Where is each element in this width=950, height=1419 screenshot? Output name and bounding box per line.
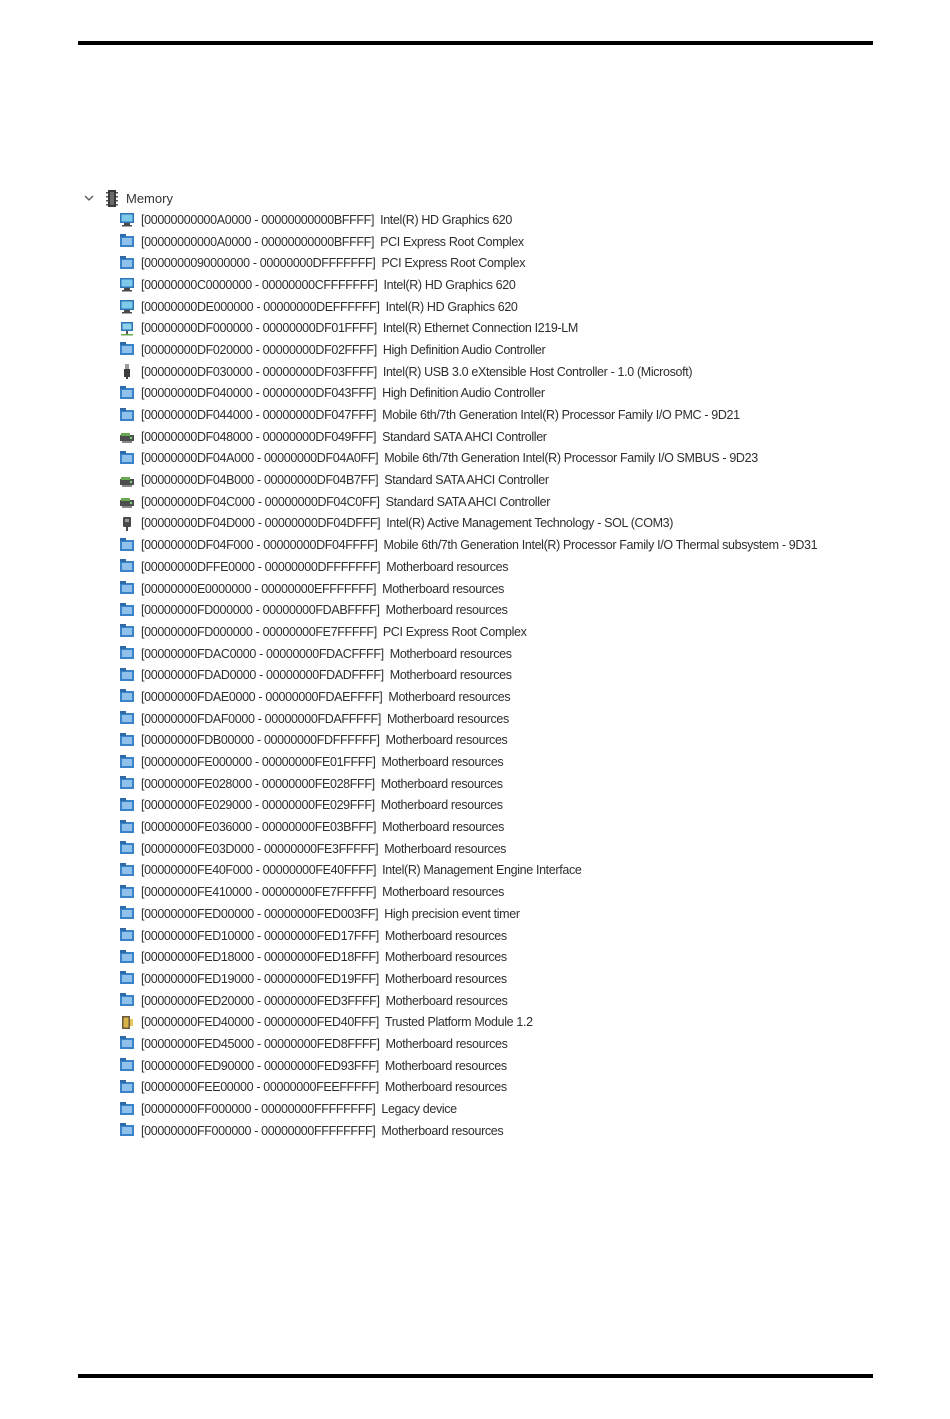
resource-row[interactable] (78, 1011, 858, 1033)
resource-row[interactable] (78, 296, 858, 318)
address-range: [00000000000A0000 - 00000000000BFFFF] (141, 212, 375, 227)
resource-row[interactable] (78, 252, 858, 274)
memory-resource-list (78, 209, 858, 1142)
address-range: [00000000DE000000 - 00000000DEFFFFFF] (141, 299, 380, 314)
resource-row[interactable] (78, 317, 858, 339)
system-device-icon (119, 386, 135, 401)
resource-row[interactable] (78, 860, 858, 882)
system-device-icon (119, 624, 135, 639)
device-name: Intel(R) HD Graphics 620 (380, 212, 513, 227)
resource-row[interactable] (78, 513, 858, 535)
device-tree (78, 187, 858, 1142)
device-name: High Definition Audio Controller (382, 342, 546, 357)
storage-controller-icon (119, 473, 135, 488)
address-range: [00000000FD000000 - 00000000FE7FFFFF] (141, 624, 377, 639)
system-device-icon (119, 603, 135, 618)
device-name: Mobile 6th/7th Generation Intel(R) Processor Family I/O SMBUS - 9D23 (384, 451, 758, 466)
address-range: [00000000FE03D000 - 00000000FE3FFFFF] (141, 841, 379, 856)
resource-row[interactable] (78, 838, 858, 860)
resource-row[interactable] (78, 946, 858, 968)
device-name: High precision event timer (384, 906, 520, 921)
address-range: [00000000FD000000 - 00000000FDABFFFF] (141, 603, 380, 618)
device-name: Motherboard resources (381, 1123, 504, 1138)
address-range: [00000000FEE00000 - 00000000FEEFFFFF] (141, 1080, 379, 1095)
device-name: Motherboard resources (388, 689, 511, 704)
device-name: Motherboard resources (384, 928, 507, 943)
security-device-icon (119, 1015, 135, 1030)
system-device-icon (119, 581, 135, 596)
device-name: Motherboard resources (385, 603, 508, 618)
device-name: Motherboard resources (382, 885, 505, 900)
device-name: Motherboard resources (382, 581, 505, 596)
address-range: [00000000FED45000 - 00000000FED8FFFF] (141, 1036, 380, 1051)
device-name: Motherboard resources (384, 950, 507, 965)
address-range: [00000000FED40000 - 00000000FED40FFF] (141, 1015, 379, 1030)
system-device-icon (119, 971, 135, 986)
device-name: PCI Express Root Complex (381, 256, 526, 271)
system-device-icon (119, 1036, 135, 1051)
display-adapter-icon (119, 299, 135, 314)
resource-row[interactable] (78, 339, 858, 361)
usb-controller-icon (119, 364, 135, 379)
device-name: Standard SATA AHCI Controller (384, 473, 549, 488)
system-device-icon (119, 863, 135, 878)
resource-row[interactable] (78, 578, 858, 600)
address-range: [00000000DF04C000 - 00000000DF04C0FF] (141, 494, 380, 509)
resource-row[interactable] (78, 1055, 858, 1077)
device-name: Legacy device (381, 1102, 457, 1117)
resource-row[interactable] (78, 1077, 858, 1099)
system-device-icon (119, 538, 135, 553)
resource-row[interactable] (78, 773, 858, 795)
device-name: Motherboard resources (389, 668, 512, 683)
resource-row[interactable] (78, 556, 858, 578)
device-name: Motherboard resources (384, 1058, 507, 1073)
network-adapter-icon (119, 321, 135, 336)
resource-row[interactable] (78, 686, 858, 708)
address-range: [00000000FE029000 - 00000000FE029FFF] (141, 798, 375, 813)
system-device-icon (119, 342, 135, 357)
device-name: Mobile 6th/7th Generation Intel(R) Processor Family I/O Thermal subsystem - 9D31 (383, 538, 818, 553)
device-name: Intel(R) HD Graphics 620 (383, 277, 516, 292)
address-range: [00000000C0000000 - 00000000CFFFFFFF] (141, 277, 378, 292)
system-device-icon (119, 820, 135, 835)
resource-row[interactable] (78, 925, 858, 947)
device-name: Motherboard resources (380, 798, 503, 813)
system-device-icon (119, 1123, 135, 1138)
resource-row[interactable] (78, 469, 858, 491)
device-name: Intel(R) Ethernet Connection I219-LM (382, 321, 578, 336)
resource-row[interactable] (78, 448, 858, 470)
address-range: [00000000DF04D000 - 00000000DF04DFFF] (141, 516, 381, 531)
system-device-icon (119, 950, 135, 965)
device-name: Standard SATA AHCI Controller (385, 494, 551, 509)
device-name: Intel(R) Active Management Technology - SOL (COM3) (386, 516, 674, 531)
address-range: [00000000DF04B000 - 00000000DF04B7FF] (141, 473, 379, 488)
storage-controller-icon (119, 429, 135, 444)
address-range: [00000000FED90000 - 00000000FED93FFF] (141, 1058, 379, 1073)
device-name: Motherboard resources (389, 646, 512, 661)
resource-row[interactable] (78, 621, 858, 643)
device-name: Motherboard resources (384, 841, 507, 856)
device-name: Intel(R) USB 3.0 eXtensible Host Controller - 1.0 (Microsoft) (382, 364, 693, 379)
resource-row[interactable] (78, 664, 858, 686)
address-range: [00000000DF040000 - 00000000DF043FFF] (141, 386, 377, 401)
address-range: [00000000FED20000 - 00000000FED3FFFF] (141, 993, 380, 1008)
device-name: Motherboard resources (386, 559, 509, 574)
display-adapter-icon (119, 277, 135, 292)
memory-chip-icon (106, 190, 118, 207)
resource-row[interactable] (78, 426, 858, 448)
storage-controller-icon (119, 494, 135, 509)
resource-row[interactable] (78, 903, 858, 925)
resource-row[interactable] (78, 751, 858, 773)
device-name: Mobile 6th/7th Generation Intel(R) Processor Family I/O PMC - 9D21 (382, 408, 740, 423)
system-device-icon (119, 776, 135, 791)
system-device-icon (119, 256, 135, 271)
address-range: [00000000FED00000 - 00000000FED003FF] (141, 906, 379, 921)
resource-row[interactable] (78, 404, 858, 426)
system-device-icon (119, 1102, 135, 1117)
device-name: Motherboard resources (385, 1036, 508, 1051)
resource-row[interactable] (78, 231, 858, 253)
resource-row[interactable] (78, 881, 858, 903)
device-name: Motherboard resources (380, 776, 503, 791)
resource-row[interactable] (78, 795, 858, 817)
tree-node-memory[interactable] (78, 187, 858, 209)
address-range: [00000000DF048000 - 00000000DF049FFF] (141, 429, 377, 444)
address-range: [00000000DF030000 - 00000000DF03FFFF] (141, 364, 377, 379)
address-range: [00000000FDAF0000 - 00000000FDAFFFFF] (141, 711, 381, 726)
resource-row[interactable] (78, 534, 858, 556)
device-name: Motherboard resources (382, 820, 505, 835)
system-device-icon (119, 668, 135, 683)
address-range: [00000000FED18000 - 00000000FED18FFF] (141, 950, 379, 965)
resource-row[interactable] (78, 1120, 858, 1142)
resource-row[interactable] (78, 383, 858, 405)
system-device-icon (119, 885, 135, 900)
address-range: [00000000FED10000 - 00000000FED17FFF] (141, 928, 379, 943)
address-range: [00000000000A0000 - 00000000000BFFFF] (141, 234, 375, 249)
device-name: Motherboard resources (386, 711, 509, 726)
device-name: PCI Express Root Complex (380, 234, 524, 249)
resource-row[interactable] (78, 209, 858, 231)
system-device-icon (119, 993, 135, 1008)
system-device-icon (119, 689, 135, 704)
system-device-icon (119, 1058, 135, 1073)
resource-row[interactable] (78, 990, 858, 1012)
display-adapter-icon (119, 212, 135, 227)
chevron-down-icon[interactable] (82, 191, 96, 205)
resource-row[interactable] (78, 968, 858, 990)
system-device-icon (119, 559, 135, 574)
resource-row[interactable] (78, 1098, 858, 1120)
system-device-icon (119, 906, 135, 921)
device-name: Motherboard resources (384, 1080, 507, 1095)
address-range: [00000000FDAD0000 - 00000000FDADFFFF] (141, 668, 384, 683)
resource-row[interactable] (78, 361, 858, 383)
address-range: [00000000FE028000 - 00000000FE028FFF] (141, 776, 375, 791)
address-range: [00000000FDAC0000 - 00000000FDACFFFF] (141, 646, 384, 661)
device-name: Motherboard resources (385, 993, 508, 1008)
address-range: [00000000FE410000 - 00000000FE7FFFFF] (141, 885, 377, 900)
device-name: Intel(R) Management Engine Interface (382, 863, 582, 878)
address-range: [00000000DF044000 - 00000000DF047FFF] (141, 408, 377, 423)
tree-node-label: Memory (126, 190, 173, 206)
address-range: [00000000DF04A000 - 00000000DF04A0FF] (141, 451, 379, 466)
system-device-icon (119, 711, 135, 726)
address-range: [0000000090000000 - 00000000DFFFFFFF] (141, 256, 376, 271)
device-name: Motherboard resources (385, 733, 508, 748)
resource-row[interactable] (78, 816, 858, 838)
top-rule (78, 41, 873, 45)
system-device-icon (119, 408, 135, 423)
address-range: [00000000FE000000 - 00000000FE01FFFF] (141, 755, 376, 770)
resource-row[interactable] (78, 491, 858, 513)
device-name: Motherboard resources (384, 971, 507, 986)
address-range: [00000000FF000000 - 00000000FFFFFFFF] (141, 1102, 376, 1117)
address-range: [00000000FDB00000 - 00000000FDFFFFFF] (141, 733, 380, 748)
system-device-icon (119, 798, 135, 813)
address-range: [00000000DFFE0000 - 00000000DFFFFFFF] (141, 559, 381, 574)
system-device-icon (119, 451, 135, 466)
system-device-icon (119, 234, 135, 249)
bottom-rule (78, 1374, 873, 1378)
device-name: PCI Express Root Complex (382, 624, 527, 639)
address-range: [00000000FDAE0000 - 00000000FDAEFFFF] (141, 689, 383, 704)
address-range: [00000000DF04F000 - 00000000DF04FFFF] (141, 538, 378, 553)
resource-row[interactable] (78, 1033, 858, 1055)
device-name: High Definition Audio Controller (382, 386, 545, 401)
system-device-icon (119, 841, 135, 856)
system-device-icon (119, 1080, 135, 1095)
resource-row[interactable] (78, 643, 858, 665)
resource-row[interactable] (78, 599, 858, 621)
address-range: [00000000FED19000 - 00000000FED19FFF] (141, 971, 379, 986)
system-device-icon (119, 646, 135, 661)
resource-row[interactable] (78, 730, 858, 752)
device-name: Standard SATA AHCI Controller (382, 429, 547, 444)
address-range: [00000000DF020000 - 00000000DF02FFFF] (141, 342, 377, 357)
resource-row[interactable] (78, 708, 858, 730)
device-name: Trusted Platform Module 1.2 (384, 1015, 533, 1030)
port-icon (119, 516, 135, 531)
system-device-icon (119, 733, 135, 748)
system-device-icon (119, 928, 135, 943)
address-range: [00000000FF000000 - 00000000FFFFFFFF] (141, 1123, 376, 1138)
device-name: Motherboard resources (381, 755, 504, 770)
address-range: [00000000E0000000 - 00000000EFFFFFFF] (141, 581, 377, 596)
address-range: [00000000DF000000 - 00000000DF01FFFF] (141, 321, 377, 336)
address-range: [00000000FE40F000 - 00000000FE40FFFF] (141, 863, 377, 878)
system-device-icon (119, 755, 135, 770)
device-name: Intel(R) HD Graphics 620 (385, 299, 518, 314)
resource-row[interactable] (78, 274, 858, 296)
address-range: [00000000FE036000 - 00000000FE03BFFF] (141, 820, 377, 835)
